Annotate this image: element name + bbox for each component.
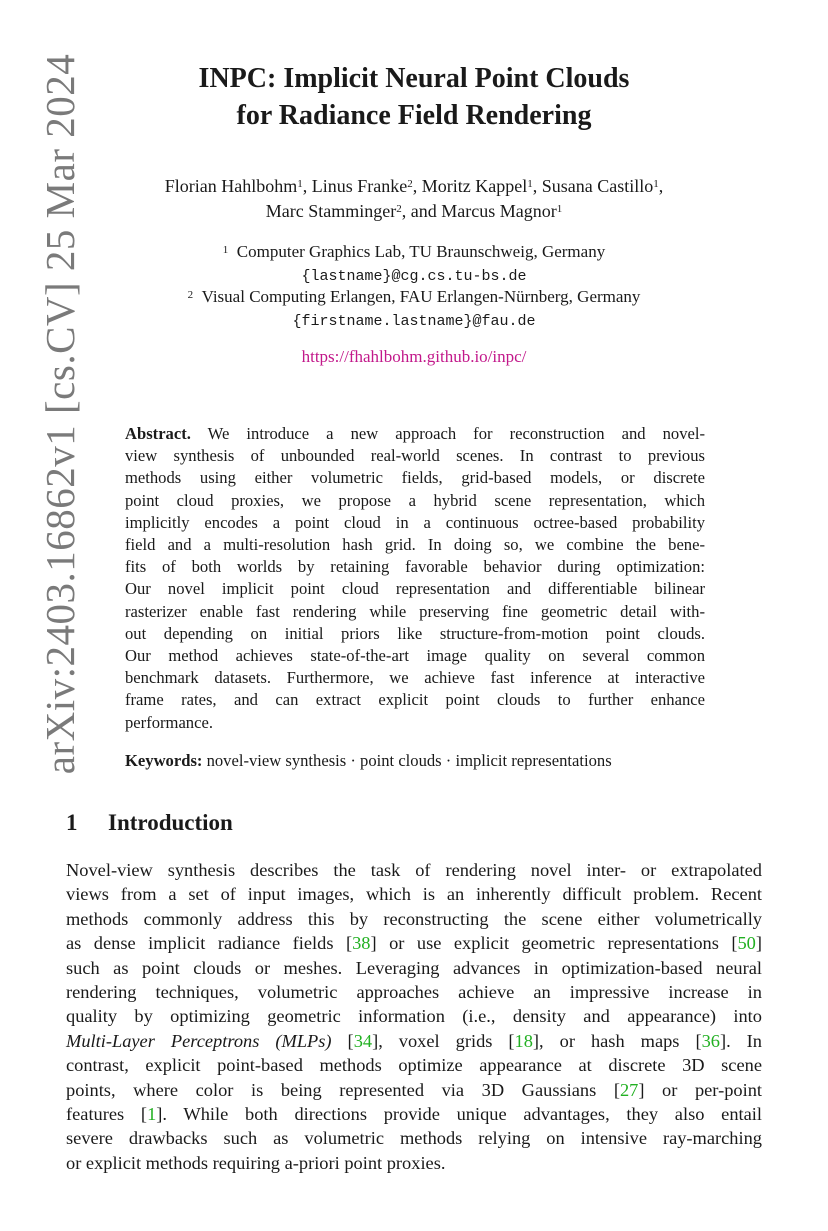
author-affiliation-marker: 1 <box>297 178 303 190</box>
affiliation-2-email-row <box>0 309 828 333</box>
body-line: methods commonly address this by reconstructing the scene either volumetrically <box>66 908 762 929</box>
emphasized-term: Multi-Layer Perceptrons (MLPs) <box>66 1030 332 1051</box>
body-line: such as point clouds or meshes. Leveraging advances in optimization-based neural <box>66 957 762 978</box>
author-affiliation-marker: 2 <box>407 178 413 190</box>
abstract <box>125 423 705 734</box>
author-separator: , <box>302 176 312 196</box>
citation-link[interactable]: 27 <box>619 1079 639 1100</box>
author-line-2 <box>0 199 828 224</box>
abstract-line: benchmark datasets. Furthermore, we achieve fast inference at interactive <box>125 668 705 688</box>
affiliation-2 <box>0 286 828 308</box>
affiliation-1 <box>0 241 828 263</box>
body-line: Novel-view synthesis describes the task of rendering novel inter- or extrapolated <box>66 860 762 880</box>
citation-link[interactable]: 1 <box>147 1104 157 1125</box>
author-name: Moritz Kappel <box>421 176 528 196</box>
citation-link[interactable]: 18 <box>514 1030 533 1051</box>
keywords-label: Keywords: <box>125 751 203 770</box>
citation-link[interactable]: 34 <box>353 1030 373 1051</box>
affiliation-2-name: Visual Computing Erlangen, FAU Erlangen-Nürnberg, Germany <box>201 287 641 306</box>
body-line: quality by optimizing geometric information (i.e., density and appearance) into <box>66 1006 762 1027</box>
body-line: as dense implicit radiance fields [38] or use explicit geometric representations [50] <box>66 933 762 954</box>
title-line-2: for Radiance Field Rendering <box>236 100 592 131</box>
citation-link[interactable]: 38 <box>352 933 371 954</box>
affiliation-1-email-row <box>0 264 828 288</box>
body-line: features [1]. While both directions provide unique advantages, they also entail <box>66 1104 763 1125</box>
body-line: points, where color is being represented via 3D Gaussians [27] or per-point <box>66 1079 762 1100</box>
abstract-line: Abstract. We introduce a new approach for reconstruction and novel- <box>125 424 705 443</box>
abstract-line: fits of both worlds by retaining favorable behavior during optimization: <box>125 557 705 577</box>
paper-title <box>0 60 828 134</box>
author-name: Marc Stamminger <box>265 201 397 221</box>
body-line: or explicit methods requiring a-priori point proxies. <box>66 1152 446 1173</box>
author-name: Marcus Magnor <box>441 201 557 221</box>
author-name: Florian Hahlbohm <box>164 176 298 196</box>
author-separator: , <box>658 176 664 196</box>
abstract-line: out depending on initial priors like structure-from-motion point clouds. <box>125 623 705 643</box>
citation-link[interactable]: 36 <box>701 1030 720 1051</box>
affiliation-1-marker: 1 <box>222 244 229 256</box>
affiliation-1-email: {lastname}@cg.cs.tu-bs.de <box>301 268 527 285</box>
abstract-label: Abstract. <box>125 424 191 443</box>
introduction-body <box>66 858 762 1175</box>
keywords <box>125 750 715 772</box>
section-title: Introduction <box>108 810 233 835</box>
arxiv-identifier: arXiv:2403.16862v1 [cs.CV] 25 Mar 2024 <box>37 53 83 775</box>
body-line: severe drawbacks such as volumetric methods relying on intensive ray-marching <box>66 1128 762 1149</box>
section-number: 1 <box>66 810 78 835</box>
abstract-line: frame rates, and can extract explicit point clouds to further enhance <box>125 690 705 710</box>
author-separator: , <box>412 176 422 196</box>
abstract-line: field and a multi-resolution hash grid. In doing so, we combine the bene- <box>125 535 705 555</box>
author-affiliation-marker: 1 <box>527 178 533 190</box>
author-affiliation-marker: 1 <box>556 203 563 215</box>
author-separator: , <box>532 176 542 196</box>
body-line: rendering techniques, volumetric approaches achieve an impressive increase in <box>66 982 762 1003</box>
abstract-line: point cloud proxies, we propose a hybrid scene representation, which <box>125 490 705 510</box>
citation-link[interactable]: 50 <box>737 933 756 954</box>
abstract-line: view synthesis of unbounded real-world scenes. In contrast to previous <box>125 446 705 466</box>
author-name: Susana Castillo <box>541 176 654 196</box>
title-line-1: INPC: Implicit Neural Point Clouds <box>198 63 630 94</box>
section-heading <box>66 810 233 836</box>
abstract-line: Our method achieves state-of-the-art image quality on several common <box>125 646 705 666</box>
abstract-line: methods using either volumetric fields, grid-based models, or discrete <box>125 468 705 488</box>
body-line: views from a set of input images, which is an inherently difficult problem. Recent <box>66 884 762 905</box>
author-affiliation-marker: 1 <box>653 178 659 190</box>
author-affiliation-marker: 2 <box>396 203 402 215</box>
abstract-line: Our novel implicit point cloud representation and differentiable bilinear <box>125 579 705 599</box>
body-line: contrast, explicit point-based methods optimize appearance at discrete 3D scene <box>66 1055 762 1076</box>
author-separator: , and <box>401 201 442 221</box>
body-line: Multi-Layer Perceptrons (MLPs) [34], voxel grids [18], or hash maps [36]. In <box>66 1030 762 1051</box>
affiliation-1-name: Computer Graphics Lab, TU Braunschweig, Germany <box>236 242 606 261</box>
author-name: Linus Franke <box>311 176 408 196</box>
abstract-line: performance. <box>125 712 213 732</box>
abstract-line: rasterizer enable fast rendering while preserving fine geometric detail with- <box>125 601 705 621</box>
affiliation-2-email: {firstname.lastname}@fau.de <box>292 313 536 330</box>
keywords-text: novel-view synthesis · point clouds · implicit representations <box>202 751 612 770</box>
author-line-1 <box>0 174 828 199</box>
project-url-link[interactable]: https://fhahlbohm.github.io/inpc/ <box>301 347 527 366</box>
author-list <box>0 174 828 224</box>
affiliation-2-marker: 2 <box>187 289 194 301</box>
abstract-line: implicitly encodes a point cloud in a continuous octree-based probability <box>125 512 705 532</box>
